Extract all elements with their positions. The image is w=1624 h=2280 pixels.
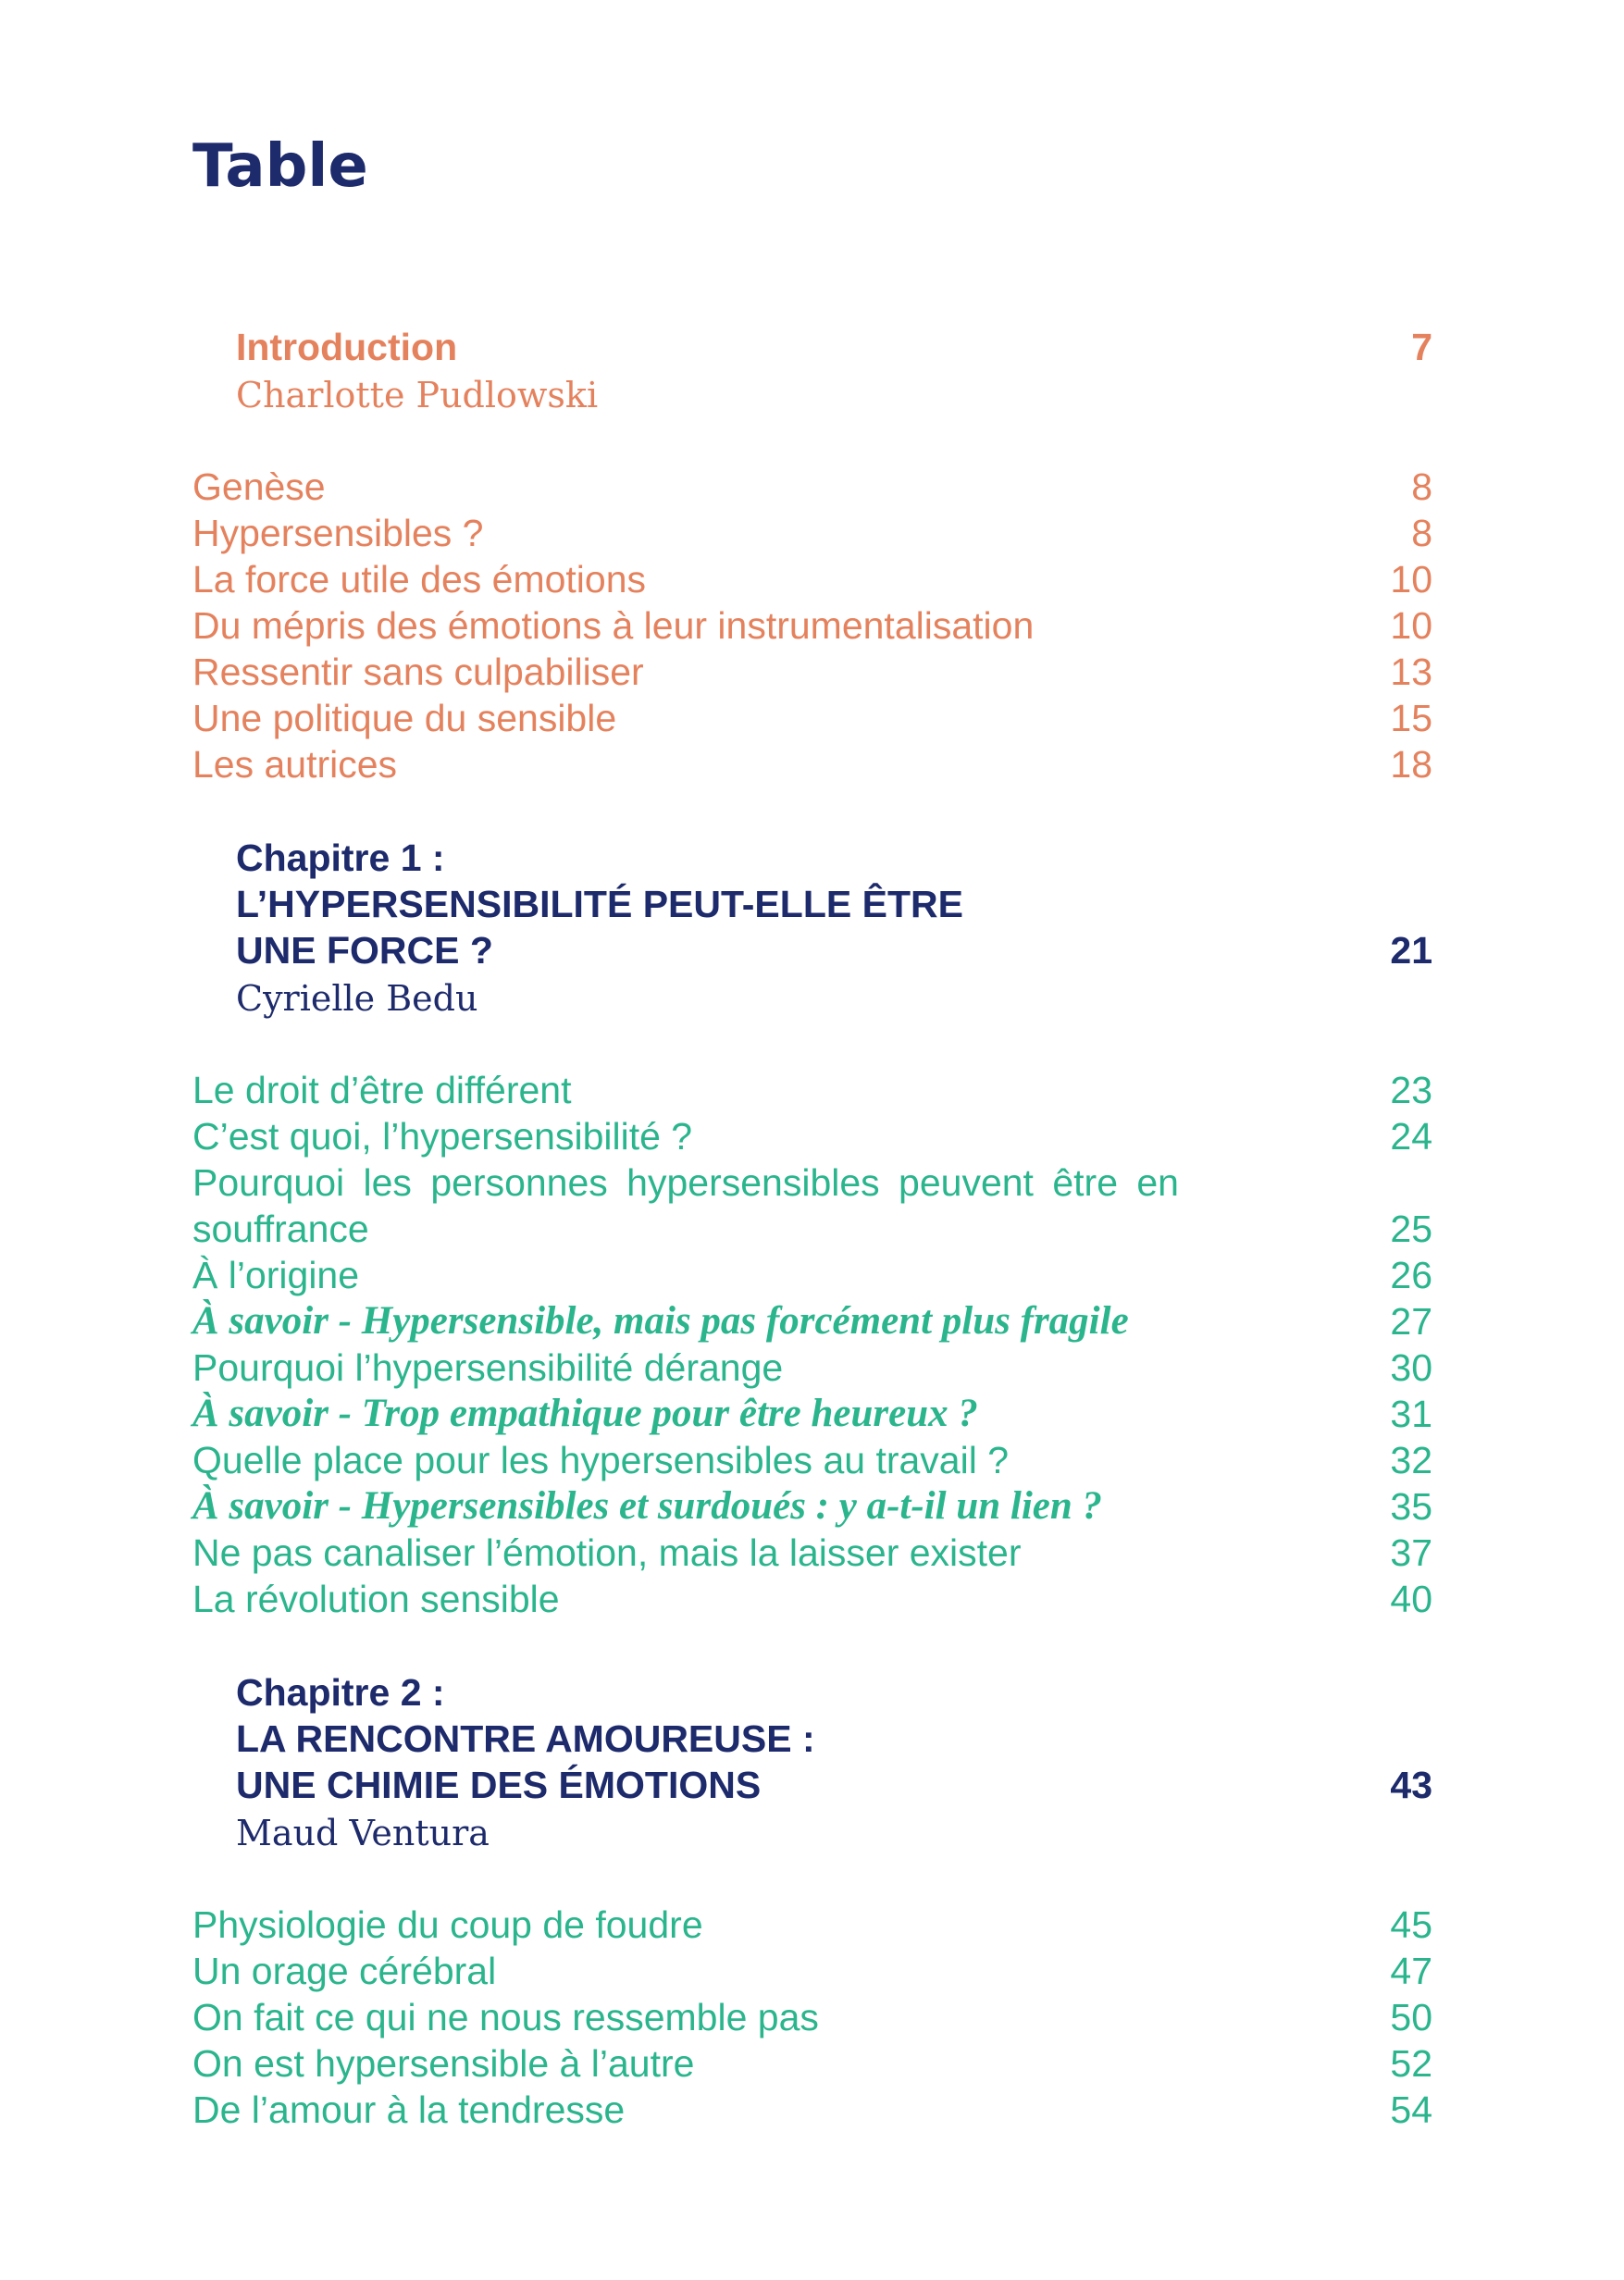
entry-page: 26 [1390,1254,1432,1296]
toc-entry-ital [192,1298,1432,1344]
entry-page: 18 [1390,743,1432,786]
chapter2-number-row [236,1669,1432,1716]
toc-entry [192,1437,1432,1483]
entry-label: Le droit d’être différent [192,1069,572,1111]
chapter2-title-line2: UNE CHIMIE DES ÉMOTIONS [236,1764,762,1806]
toc-entry [192,510,1432,556]
chapter2-title-row [236,1716,1432,1762]
chapter2-title-row [236,1762,1432,1808]
entry-label: À savoir - Hypersensibles et surdoués : y a-t-il un lien ? [192,1484,1103,1528]
entry-label: La force utile des émotions [192,558,646,601]
chapter1-title-row [236,927,1432,973]
toc-entry [192,1159,1432,1206]
toc-entry [192,1948,1432,1994]
entry-page: 25 [1390,1208,1432,1250]
chapter2-number: Chapitre 2 : [236,1671,445,1714]
toc-entry [192,2040,1432,2087]
entry-label: La révolution sensible [192,1578,560,1620]
toc-entry-ital [192,1391,1432,1437]
intro-author-row [236,372,1432,418]
entry-page: 45 [1390,1903,1432,1946]
toc-entry [192,1994,1432,2040]
toc-entry [192,1902,1432,1948]
chapter1-number: Chapitre 1 : [236,836,445,879]
entry-label: On fait ce qui ne nous ressemble pas [192,1996,819,2038]
toc-entry [192,741,1432,787]
chapter2-page: 43 [1390,1764,1432,1806]
entry-page: 8 [1411,512,1432,554]
toc-entry-ital [192,1483,1432,1530]
entry-label: De l’amour à la tendresse [192,2088,626,2131]
entry-label: Du mépris des émotions à leur instrumentalisation [192,604,1035,647]
entry-label: Ne pas canaliser l’émotion, mais la laisser exister [192,1531,1022,1574]
entry-label: Hypersensibles ? [192,512,484,554]
entry-page: 50 [1390,1996,1432,2038]
entry-label: Quelle place pour les hypersensibles au travail ? [192,1439,1010,1481]
entry-page: 47 [1390,1950,1432,1992]
entry-page: 27 [1390,1300,1432,1343]
entry-page: 40 [1390,1578,1432,1620]
entry-page: 30 [1390,1346,1432,1389]
toc-entry [192,556,1432,602]
intro-author: Charlotte Pudlowski [236,375,599,415]
entry-page: 32 [1390,1439,1432,1481]
entry-label: Pourquoi les personnes hypersensibles peuvent être en [192,1161,1179,1204]
entry-label: À l’origine [192,1254,360,1296]
toc-entry [192,2087,1432,2133]
entry-label: Les autrices [192,743,398,786]
entry-label: On est hypersensible à l’autre [192,2042,695,2085]
entry-label: Physiologie du coup de foudre [192,1903,703,1946]
intro-heading: Introduction [236,326,458,368]
toc-entry [192,1576,1432,1622]
entry-page: 35 [1390,1485,1432,1528]
intro-page: 7 [1411,326,1432,368]
chapter1-number-row [236,835,1432,881]
toc-entry [192,1252,1432,1298]
chapter1-title-line2: UNE FORCE ? [236,929,493,972]
entry-page: 10 [1390,604,1432,647]
chapter1-page: 21 [1390,929,1432,972]
toc-entry [192,602,1432,649]
toc-entry [192,1113,1432,1159]
toc-entry [192,1530,1432,1576]
entry-label: Genèse [192,465,326,508]
toc-entry [192,695,1432,741]
toc-entry [192,1344,1432,1391]
chapter1-author-row [236,975,1432,1022]
entry-page: 52 [1390,2042,1432,2085]
toc-entry [192,1067,1432,1113]
entry-label: C’est quoi, l’hypersensibilité ? [192,1115,693,1158]
entry-label: À savoir - Hypersensible, mais pas forcément plus fragile [192,1299,1129,1343]
entry-label: Ressentir sans culpabiliser [192,651,644,693]
entry-page: 8 [1411,465,1432,508]
page-title: Table [192,132,368,201]
chapter1-author: Cyrielle Bedu [236,978,478,1019]
chapter1-title-row [236,881,1432,927]
chapter1-title-line1: L’HYPERSENSIBILITÉ PEUT-ELLE ÊTRE [236,883,963,925]
entry-label: souffrance [192,1208,369,1250]
toc-entry [192,1206,1432,1252]
entry-page: 10 [1390,558,1432,601]
entry-page: 37 [1390,1531,1432,1574]
entry-page: 24 [1390,1115,1432,1158]
entry-page: 31 [1390,1393,1432,1435]
toc-entry [192,649,1432,695]
entry-label: Un orage cérébral [192,1950,497,1992]
toc-entry [192,464,1432,510]
entry-label: Une politique du sensible [192,697,617,739]
intro-heading-row [236,324,1432,370]
chapter2-author: Maud Ventura [236,1813,490,1853]
entry-page: 15 [1390,697,1432,739]
entry-page: 54 [1390,2088,1432,2131]
chapter2-title-line1: LA RENCONTRE AMOUREUSE : [236,1717,815,1760]
chapter2-author-row [236,1810,1432,1856]
entry-label: À savoir - Trop empathique pour être heureux ? [192,1392,978,1435]
entry-page: 13 [1390,651,1432,693]
entry-label: Pourquoi l’hypersensibilité dérange [192,1346,784,1389]
entry-page: 23 [1390,1069,1432,1111]
